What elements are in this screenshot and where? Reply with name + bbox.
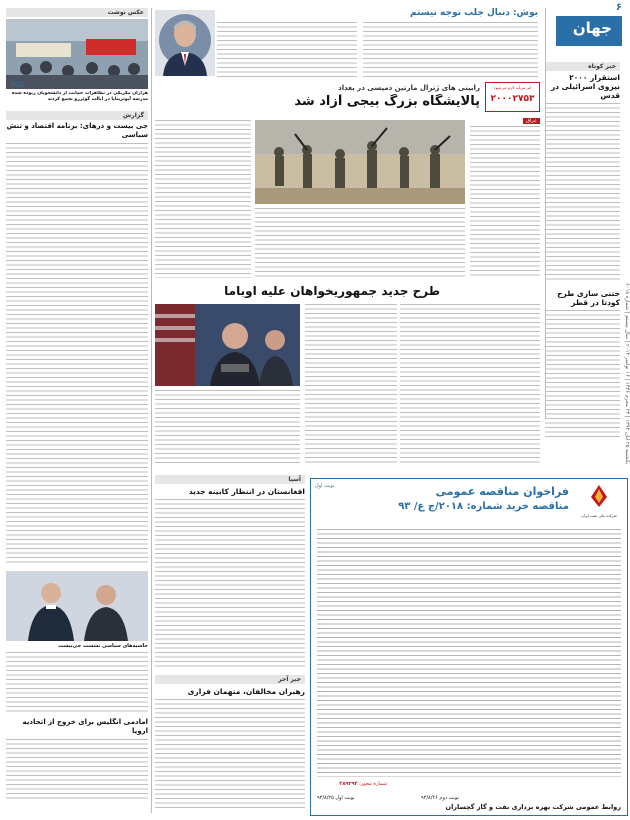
report-text bbox=[6, 143, 148, 563]
obama-headline: طرح جدید جمهوریخواهان علیه اوباما bbox=[224, 284, 440, 298]
boehner-photo bbox=[155, 304, 300, 386]
iraq-tag: عراق bbox=[523, 118, 540, 124]
afghan-story bbox=[155, 475, 305, 815]
tender-footer: روابط عمومی شرکت بهره برداری نفت و گاز گچساران bbox=[445, 803, 621, 811]
tender-title: فراخوان مناقصه عمومی bbox=[435, 485, 569, 498]
tender-code-label: شماره مجوز: bbox=[359, 781, 387, 787]
bush-story-text-2 bbox=[217, 22, 357, 78]
left-column bbox=[6, 8, 148, 813]
bush-portrait bbox=[155, 10, 215, 76]
g20-text bbox=[6, 652, 148, 712]
tender-body-text bbox=[317, 529, 621, 777]
leaders-headline: رهبران مخالفان، متهمان فراری bbox=[187, 687, 305, 696]
notice-first: نوبت اول ۹۳/۸/۲۵ bbox=[317, 795, 355, 801]
tender-code: ۲۸۹۳۹۴ bbox=[339, 781, 358, 787]
svg-text:SOS: SOS bbox=[10, 81, 25, 89]
afghan-text bbox=[155, 499, 305, 669]
iraq-story-col3 bbox=[155, 120, 251, 278]
tender-tag: نوبت اول bbox=[315, 483, 335, 489]
obama-story bbox=[155, 284, 540, 469]
brief-section-label: خبر کوتاه bbox=[545, 62, 620, 71]
israel-story-text bbox=[545, 103, 620, 283]
qatar-story-text bbox=[545, 310, 620, 440]
obama-story-col2 bbox=[305, 304, 397, 464]
bush-headline: بوش: دنبال جلب توجه نیستم bbox=[409, 8, 538, 18]
ad-line: ابر می‌آید لازم می‌شود bbox=[493, 85, 532, 90]
last-news-section-label: خبر آخر bbox=[155, 675, 305, 684]
report-headline: جی بیست و درهای: برنامه اقتصاد و تنش سیاسی bbox=[6, 122, 148, 139]
report-section-label: گزارش bbox=[6, 111, 148, 120]
g20-leaders-photo bbox=[6, 571, 148, 641]
tender-subtitle: مناقصه خرید شماره: ۲۰۱۸/ج ع/ ۹۳ bbox=[398, 501, 569, 512]
europe-text bbox=[6, 739, 148, 799]
section-title: جهان bbox=[572, 19, 612, 37]
iraq-fighters-photo bbox=[255, 120, 465, 204]
left-divider bbox=[151, 8, 152, 813]
obama-story-col3 bbox=[155, 390, 300, 464]
afghan-headline: افغانستان در انتظار کابینه جدید bbox=[188, 487, 305, 496]
israel-headline: استقرار ۲۰۰۰ نیروی اسرائیلی در قدس bbox=[550, 73, 620, 100]
date-line: یکشنبه ۲۵ آبان ۱۳۹۳ | ۲۳ محرم ۱۴۳۶ | ۱۶ نوامبر ۲۰۱۴ | سال بیستم | شماره ۶۰۱۸ bbox=[624, 283, 630, 464]
leaders-text bbox=[155, 699, 305, 809]
tender-code-box bbox=[317, 781, 387, 793]
photo-section-label: عکس نوشت bbox=[6, 8, 148, 17]
photo-caption: هزاران مکزیکی در تظاهرات حمایت از دانشجویان ربوده شده مدرسه آیوتزیناپا در ایالت گوئررو تجمع کردند bbox=[11, 91, 148, 102]
qatar-headline: ختنی سازی طرح کودتا در قطر bbox=[557, 289, 620, 307]
obama-story-text bbox=[400, 304, 540, 464]
masthead bbox=[545, 0, 630, 60]
iraq-story-col2 bbox=[255, 208, 465, 278]
iraq-story-text bbox=[470, 126, 540, 276]
europe-headline: امادمی انگلیس برای خروج از اتحادیه اروپا bbox=[22, 718, 148, 735]
tender-advertisement bbox=[310, 478, 628, 816]
red-ad-box bbox=[485, 82, 540, 112]
company-logo bbox=[577, 483, 621, 523]
date-strip bbox=[622, 0, 630, 470]
bush-story bbox=[155, 8, 540, 80]
column-divider bbox=[545, 8, 546, 418]
notice-second: نوبت دوم ۹۳/۸/۲۶ bbox=[421, 795, 459, 801]
asia-section-label: آسیا bbox=[155, 475, 305, 484]
company-name: شرکت ملی نفت ایران bbox=[581, 513, 617, 518]
iraq-kicker: رابینی های ژنرال مارتین دمپسی در بغداد bbox=[338, 84, 480, 92]
iraq-headline: پالایشگاه بزرگ بیجی آزاد شد bbox=[294, 94, 480, 109]
bush-story-text bbox=[363, 22, 538, 78]
iraq-story bbox=[155, 82, 540, 282]
mexico-protest-photo bbox=[6, 19, 148, 89]
ad-number: ۲۰۰۰۲۷۵۳ bbox=[490, 94, 535, 104]
right-column bbox=[545, 62, 620, 422]
page-number: ۶ bbox=[615, 2, 622, 13]
g20-caption: حاشیه‌های سیاسی نشست جی‌بیست bbox=[58, 643, 148, 649]
